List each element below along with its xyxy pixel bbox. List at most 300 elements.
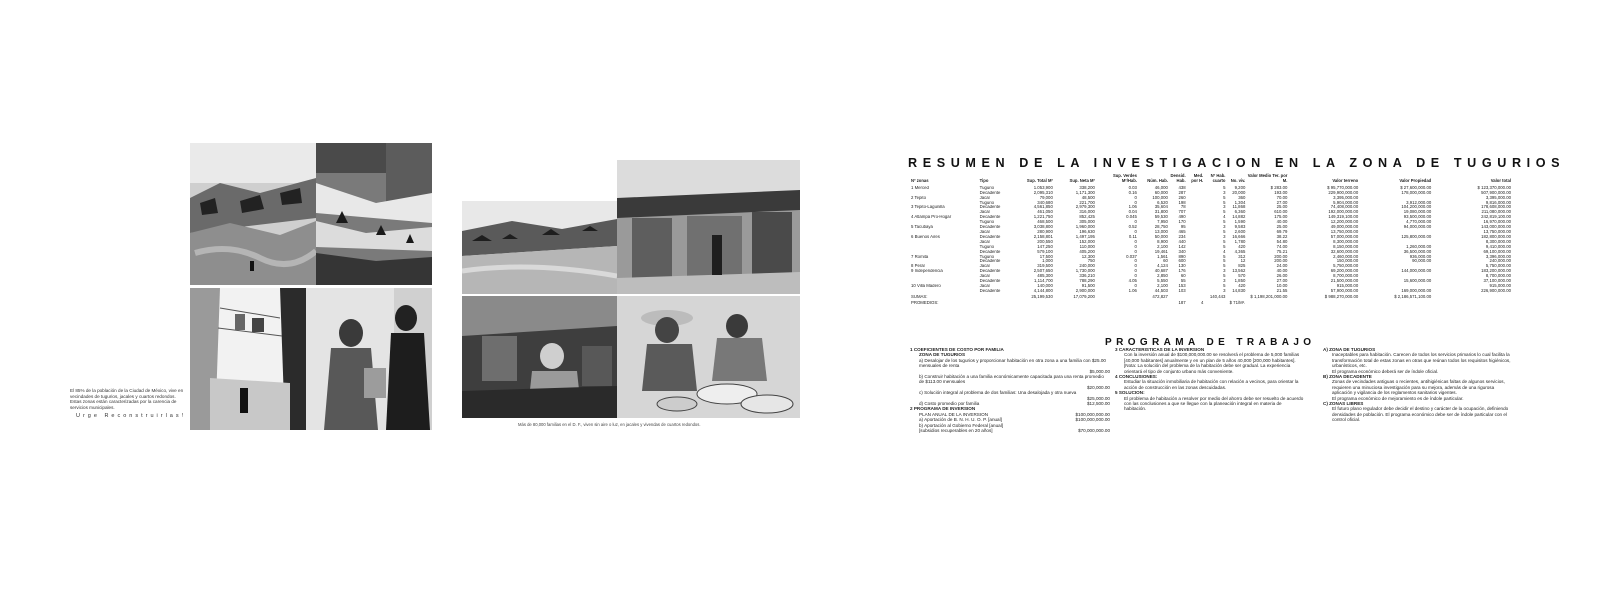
table-cell: 38.22 (1276, 234, 1288, 239)
table-cell: 37,100,000.00 (1483, 279, 1511, 284)
table-cell: 1,960,000 (1075, 225, 1095, 230)
table-cell: 600 (1178, 259, 1186, 264)
resumen-header-cell: Sup. Total M² (1026, 177, 1053, 183)
table-cell: 3 Tepito-Lagunilla (911, 205, 945, 210)
table-cell: 260 (1178, 195, 1186, 200)
table-cell: Tugurio (979, 185, 995, 190)
table-cell: 79,000 (1039, 195, 1053, 200)
table-cell: 9,410,000.00 (1485, 244, 1511, 249)
zona-tugurios-heading: ZONA DE TUGURIOS (919, 352, 966, 358)
table-cell: 4,770,000.00 (1406, 220, 1432, 225)
coef-b: b) Construir habitación a una familia económicamente capacitada para una renta promedio de $113.00 mensuales (919, 374, 1104, 385)
table-cell: 44,503 (1154, 288, 1168, 293)
table-cell: 74,408,000.00 (1330, 205, 1359, 210)
table-cell: 14,882 (1232, 215, 1246, 220)
table-cell: 24.00 (1276, 264, 1288, 269)
table-cell: 340,680 (1037, 200, 1053, 205)
table-cell: 1,000 (1042, 259, 1053, 264)
middle-caption: Más de 80,000 familias en el D. F., viven sin aire o luz, en jacales y vivendas de cuartos redondos. (518, 422, 701, 427)
table-cell: 74.00 (1276, 244, 1288, 249)
table-cell: 5 (1223, 283, 1226, 288)
table-cell: 3,395,000.00 (1485, 195, 1511, 200)
caracteristicas-note: [Nota: La solución del problema de la habitación debe ser gradual. La experiencia orientará el tipo de conjunto urbano más conveniente. (1124, 363, 1291, 374)
table-cell: 2,507,650 (1033, 269, 1053, 274)
left-caption: El 85% de la población de la Ciudad de México, vive en vecindades de tugurios, jacales y cuartos redondos. Estas zonas están caracterizadas por la carencia de servicios municipales. (70, 388, 184, 410)
table-cell: 211,080,000.00 (1481, 210, 1511, 215)
aportacion-b-amount: $70,000,000.00 (1078, 428, 1110, 434)
table-cell: 69,100,000.00 (1483, 249, 1511, 254)
table-cell: 27.00 (1276, 279, 1288, 284)
table-cell: 200.00 (1274, 259, 1288, 264)
programa-inversion-heading: 2 PROGRAMA DE INVERSION (910, 406, 976, 412)
resumen-header-row (910, 174, 1512, 186)
table-cell: 1,114,700 (1034, 279, 1053, 284)
photo-shack-interior (617, 160, 800, 294)
table-cell: 340 (1178, 249, 1186, 254)
table-cell: 176 (1178, 269, 1186, 274)
table-cell: 5 (1223, 239, 1226, 244)
resumen-header-cell: No. viv. (1230, 177, 1246, 183)
table-cell: 440 (1178, 239, 1186, 244)
caracteristicas-heading: 3 CARACTERISTICAS DE LA INVERSION (1115, 347, 1205, 352)
table-cell: 1,561 (1157, 254, 1168, 259)
table-cell: 78 (1180, 205, 1186, 210)
table-cell: 312 (1238, 254, 1246, 259)
table-cell: 7,950 (1157, 220, 1168, 225)
resumen-header-cell: Valor terreno (1332, 177, 1359, 183)
table-cell: 2,095,310 (1033, 190, 1053, 195)
table-cell: 461,050 (1037, 210, 1053, 215)
table-cell: 936,000.00 (1409, 254, 1432, 259)
conclusiones-heading: 4 CONCLUSIONES: (1115, 374, 1158, 380)
solucion-heading: 5 SOLUCION: (1115, 390, 1145, 396)
table-cell: 93,500,000.00 (1403, 215, 1432, 220)
table-cell: 8,300,000.00 (1333, 239, 1359, 244)
table-cell: 3,038,800 (1033, 225, 1053, 230)
table-cell: 69.79 (1276, 229, 1288, 234)
table-cell: Decadente (979, 190, 1001, 195)
table-cell: 57,900,000.00 (1330, 288, 1359, 293)
table-cell: 305,000 (1079, 220, 1095, 225)
table-cell: 140,000 (1037, 283, 1053, 288)
table-cell: 5 (1223, 220, 1226, 225)
table-cell: 0 (1134, 229, 1137, 234)
table-cell: 915,000.00 (1336, 283, 1359, 288)
table-cell: 4,365 (1234, 249, 1246, 254)
table-cell: 1,590 (1234, 220, 1246, 225)
resumen-header-cell: Med. por H. (1191, 173, 1204, 183)
table-cell: 182,800,000.00 (1481, 234, 1511, 239)
table-cell: 75.21 (1276, 249, 1288, 254)
table-cell: 0 (1134, 220, 1137, 225)
table-cell: $ 1,198,201,000.00 (1250, 293, 1288, 299)
table-cell: 27.00 (1276, 200, 1288, 205)
table-cell: 10 Villa Madero (911, 283, 941, 288)
table-cell: Decadente (979, 234, 1001, 239)
coef-c-amount: $25,000.00 (1087, 395, 1110, 401)
table-cell: 26.00 (1276, 274, 1288, 279)
table-cell: 1 Merced (911, 185, 929, 190)
table-cell (1359, 300, 1432, 306)
table-cell: 7 Romita (911, 254, 929, 259)
photo-hillside-settlement (462, 201, 617, 294)
table-cell: Jacal (979, 229, 990, 234)
table-cell: 0 (1134, 244, 1137, 249)
table-cell: 490 (1178, 215, 1186, 220)
programa-column-2 (1115, 347, 1305, 412)
table-cell: 8,700,000.00 (1485, 274, 1511, 279)
table-cell: 4,144,800 (1033, 288, 1053, 293)
table-cell: 5 (1223, 210, 1226, 215)
table-cell: 2,100 (1157, 283, 1168, 288)
table-cell: Tugurio (979, 254, 995, 259)
table-cell: 25.00 (1276, 225, 1288, 230)
table-cell: 240,000.00 (1489, 259, 1511, 264)
table-cell: 0.037 (1126, 254, 1137, 259)
table-cell: $ 95,770,000.00 (1327, 185, 1359, 190)
resumen-header-cell: Nº Hab. cuarto (1210, 173, 1226, 183)
table-cell: 40,687 (1154, 269, 1168, 274)
resumen-title: RESUMEN DE LA INVESTIGACION EN LA ZONA DE TUGURIOS (908, 156, 1566, 170)
table-cell: 3 (1223, 279, 1226, 284)
table-cell: 104,200,000.00 (1401, 205, 1432, 210)
table-cell: 16,666 (1232, 234, 1246, 239)
table-cell: 5 Tacubaya (911, 225, 933, 230)
table-cell: 0 (1134, 259, 1137, 264)
photo-family-scene (462, 296, 617, 418)
resumen-header-cell: Tipo (979, 177, 989, 183)
table-cell: 1,850 (1234, 279, 1246, 284)
table-cell: 40.00 (1276, 269, 1288, 274)
table-cell: 579,100 (1037, 249, 1053, 254)
middle-page (460, 146, 800, 438)
table-cell: 12,200,000.00 (1330, 220, 1359, 225)
table-cell: 125,800,000.00 (1401, 234, 1432, 239)
table-cell: 234 (1178, 234, 1186, 239)
table-cell: 4 Atlampa Pro-Hogar (911, 215, 952, 220)
table-cell: 60,000 (1154, 190, 1168, 195)
table-cell: Jacal (979, 274, 990, 279)
table-cell: 707 (1178, 210, 1186, 215)
table-cell: 60 (1180, 274, 1186, 279)
table-cell: 13,562 (1232, 269, 1246, 274)
table-cell (1432, 300, 1512, 306)
table-cell: 183,200,000.00 (1481, 269, 1511, 274)
table-cell: 5 (1223, 274, 1226, 279)
plan-anual-amount: $100,000,000.00 (1075, 411, 1110, 417)
table-cell: 25.00 (1276, 205, 1288, 210)
table-cell: 170 (1178, 220, 1186, 225)
zonas-libres-text: El futuro plano regulador debe decidir el destino y carácter de la ocupación, definiendo densidades de población. El programa económico debe ser de índole particular con el control oficial. (1332, 406, 1509, 423)
table-cell: 152,000 (1079, 239, 1095, 244)
photo-hillside-shacks (190, 143, 316, 285)
zona-tugurios-label: A) ZONA DE TUGURIOS (1323, 347, 1376, 352)
table-cell: 4,124 (1157, 264, 1168, 269)
table-cell: Decadente (979, 225, 1001, 230)
table-cell: 192,000,000.00 (1328, 210, 1359, 215)
table-cell: 0.045 (1126, 215, 1137, 220)
table-cell: 13,750,000.00 (1330, 229, 1359, 234)
table-cell: 1,780 (1234, 239, 1246, 244)
table-cell: 3 (1223, 205, 1226, 210)
table-cell: 143,000,000.00 (1481, 225, 1511, 230)
table-cell: 0.11 (1128, 234, 1137, 239)
photo-women-cooking (617, 296, 800, 418)
table-cell: Jacal (979, 239, 990, 244)
table-cell: 12 (1240, 259, 1246, 264)
zona-decadente-label: B) ZONA DECADENTE (1323, 374, 1372, 380)
table-cell: 70.00 (1276, 195, 1288, 200)
table-cell: $ 123,370,000.00 (1477, 185, 1511, 190)
table-cell: 915,000.00 (1489, 283, 1511, 288)
table-cell: 3 (1223, 269, 1226, 274)
table-cell: 5,750,000.00 (1485, 264, 1511, 269)
table-cell (1246, 300, 1288, 306)
table-cell: 420 (1238, 283, 1246, 288)
table-cell: 130 (1178, 264, 1186, 269)
coef-a-amount: $5,000.00 (1089, 368, 1110, 374)
table-cell: 50,000 (1154, 234, 1168, 239)
table-cell: 1,730,000 (1075, 269, 1095, 274)
table-cell: 2,100 (1157, 244, 1168, 249)
coef-c: c) Solución integral al problema de dos familias: Una desalojada y otra nueva (919, 390, 1077, 396)
table-cell: 472,827 (1152, 293, 1168, 299)
table-cell: 4,561,850 (1033, 205, 1053, 210)
table-cell: 229,900,000.00 (1328, 190, 1359, 195)
table-cell: 9,816,000.00 (1485, 200, 1511, 205)
coef-a: a) Desalojar de los tugurios y proporcionar habitación en otra zona a una familia con $25.00 mensuales de renta (919, 357, 1106, 369)
table-cell: 3 (1223, 225, 1226, 230)
table-cell: 1.06 (1128, 205, 1137, 210)
table-cell: 3 (1223, 288, 1226, 293)
table-cell: 178,000,000.00 (1401, 190, 1432, 195)
table-cell: 6,360 (1234, 210, 1246, 215)
table-cell: 2,979,300 (1075, 205, 1095, 210)
table-cell: 3,396,000.00 (1485, 254, 1511, 259)
coef-d-amount: $12,500.00 (1087, 401, 1110, 407)
zona-decadente-text-2: El programa económico de mejoramiento es de índole particular. (1332, 395, 1464, 401)
table-cell: 20,000 (1232, 190, 1246, 195)
table-cell: 1,171,300 (1075, 190, 1095, 195)
table-cell: 2,600 (1234, 229, 1246, 234)
table-cell: 94,000,000.00 (1403, 225, 1432, 230)
table-cell: Decadente (979, 269, 1001, 274)
programa-column-3 (1323, 347, 1511, 423)
table-cell: 4 (1223, 249, 1226, 254)
table-cell: 149,319,100.00 (1328, 215, 1359, 220)
table-cell: Tugurio (979, 200, 995, 205)
plan-anual: PLAN ANUAL DE LA INVERSION (919, 411, 989, 417)
table-cell: 13,750,000.00 (1483, 229, 1511, 234)
table-cell: 2,158,801 (1033, 234, 1053, 239)
table-cell: 319,500 (1037, 264, 1053, 269)
resumen-header-cell: Densid. Hab. (1170, 173, 1186, 183)
table-cell (1096, 300, 1138, 306)
resumen-header-cell: Valor total (1490, 177, 1511, 183)
table-cell: 0 (1134, 269, 1137, 274)
table-cell: 5 (1223, 244, 1226, 249)
table-cell: 55 (1180, 279, 1186, 284)
table-cell: 49,000,000.00 (1330, 225, 1359, 230)
table-cell: 0 (1134, 195, 1137, 200)
table-cell (979, 300, 1012, 306)
table-cell: 95 (1180, 225, 1186, 230)
table-cell: 4 (1200, 299, 1204, 305)
table-cell: Decadente (979, 215, 1001, 220)
table-cell: 0.16 (1128, 190, 1137, 195)
table-cell: 5 (1223, 264, 1226, 269)
resumen-header-cell: Valor Propiedad (1399, 177, 1432, 183)
table-cell: 2,850 (1157, 274, 1168, 279)
table-cell (1288, 300, 1359, 306)
table-cell: Jacal (979, 210, 990, 215)
table-cell: 280,900 (1037, 229, 1053, 234)
table-cell: 5 (1223, 259, 1226, 264)
table-cell: 5,550 (1157, 279, 1168, 284)
table-cell: 3 (1223, 190, 1226, 195)
left-signature: Urge Reconstruirlas! (76, 413, 187, 419)
table-cell: 3 (1223, 234, 1226, 239)
table-cell: Jacal (979, 283, 990, 288)
table-cell: 0.03 (1128, 185, 1137, 190)
table-cell: 48,500 (1081, 195, 1095, 200)
table-cell: 5 (1223, 229, 1226, 234)
programa-column-1 (910, 347, 1110, 434)
table-cell: 57,000,000.00 (1330, 234, 1359, 239)
table-cell: 8 Peral (911, 264, 925, 269)
aportacion-b: b) Aportación al Gobierno Federal [anual] (919, 422, 1004, 428)
table-cell: 438 (1178, 185, 1186, 190)
table-cell: 5 (1223, 195, 1226, 200)
table-cell: 0.04 (1128, 210, 1137, 215)
table-cell: 8,700,000.00 (1333, 274, 1359, 279)
table-cell: 15,600,000.00 (1403, 279, 1432, 284)
table-cell (1054, 300, 1096, 306)
table-cell: 3,395,000.00 (1333, 195, 1359, 200)
table-cell: 570 (1238, 274, 1246, 279)
promedios-label: PROMEDIOS: (911, 299, 939, 305)
table-cell: 5 (1223, 254, 1226, 259)
table-cell: 336,210 (1079, 274, 1095, 279)
table-cell: 287 (1178, 190, 1186, 195)
table-cell: 485,300 (1037, 274, 1053, 279)
photo-women-portrait (306, 288, 432, 430)
table-cell: 0 (1134, 200, 1137, 205)
table-cell: 36,500,000.00 (1403, 249, 1432, 254)
zona-tugurios-text: Inaceptables para habitación. Carecen de todos los servicios primarios lo cual facilita la transformación total de estas zonas en otras que reúnan todos los requisitos higiénicos, urbanísticos, etc. (1332, 352, 1511, 369)
table-cell: 405,200 (1079, 249, 1095, 254)
table-cell: 4.05 (1128, 279, 1137, 284)
table-cell: 59,530 (1154, 215, 1168, 220)
table-cell: 144,000,000.00 (1401, 269, 1432, 274)
table-cell: Tugurio (979, 220, 995, 225)
resumen-header-cell: Sup. Neta M² (1069, 177, 1095, 183)
coeficientes-heading: 1 COEFICIENTES DE COSTO POR FAMILIA (910, 347, 1004, 352)
resumen-header-cell: Sup. Verdes M²/Hab. (1112, 173, 1137, 183)
table-cell: 21.55 (1276, 288, 1288, 293)
table-cell: Decadente (979, 279, 1001, 284)
table-cell: 200,550 (1037, 239, 1053, 244)
table-cell: 465 (1178, 229, 1186, 234)
table-cell: 60 (1163, 259, 1168, 264)
table-cell: 178,608,000.00 (1481, 205, 1511, 210)
sumas-label: SUMAS: (911, 293, 928, 299)
table-cell: 9,200 (1234, 185, 1246, 190)
coef-d: d) Costo promedio por familia (919, 401, 980, 407)
table-cell: 1,304 (1234, 200, 1246, 205)
aportacion-a-amount: $100,000,000.00 (1075, 417, 1110, 423)
table-cell: 13,000 (1154, 229, 1168, 234)
table-cell: 4 (1223, 215, 1226, 220)
table-cell: 0 (1134, 264, 1137, 269)
resumen-table (910, 174, 1512, 306)
table-cell: 0 (1134, 283, 1137, 288)
aportacion-b-note: [subsidios recuperables en 20 años] (919, 428, 993, 434)
photo-laundry-alley (190, 288, 306, 430)
table-cell: 0.52 (1128, 225, 1137, 230)
table-cell: 17,079,200 (1073, 293, 1095, 299)
table-cell: 825 (1238, 264, 1246, 269)
table-cell: 142 (1178, 244, 1186, 249)
table-cell: 8,900 (1157, 239, 1168, 244)
table-cell: 221,700 (1079, 200, 1095, 205)
table-cell: 316,000 (1079, 210, 1095, 215)
left-page (58, 140, 431, 445)
table-cell: 360 (1238, 195, 1246, 200)
table-cell: 11,868 (1232, 205, 1246, 210)
table-cell (1204, 300, 1226, 306)
resumen-header-cell: Nº zonas (911, 177, 929, 183)
table-cell: 196,630 (1079, 229, 1095, 234)
table-cell: 100,000 (1152, 195, 1168, 200)
table-cell: 338,200 (1079, 185, 1095, 190)
table-cell: $ 988,270,000.00 (1324, 293, 1359, 299)
table-cell: 91,500 (1081, 283, 1095, 288)
table-cell (1012, 300, 1054, 306)
conclusiones-text: Estudiar la situación inmobiliaria de habitación con relación a vecinos, para orientar la acción de construcción en las zonas descuidadas. (1124, 379, 1299, 390)
table-cell: Jacal (979, 264, 990, 269)
table-cell: 890 (1178, 254, 1186, 259)
table-cell: 35,604 (1154, 205, 1168, 210)
table-cell: 0 (1134, 274, 1137, 279)
table-cell: 169,000,000.00 (1401, 288, 1432, 293)
table-cell: 54.80 (1276, 239, 1288, 244)
table-cell: 21,500,000.00 (1330, 279, 1359, 284)
table-cell: 140,443 (1209, 293, 1226, 299)
table-cell: $ 71/M². (1229, 299, 1246, 305)
photo-market-street (316, 143, 432, 285)
table-cell: 242,819,100.00 (1481, 215, 1511, 220)
table-cell: Decadente (979, 205, 1001, 210)
zonas-libres-label: C) ZONAS LIBRES (1323, 401, 1364, 407)
table-cell: 31,800 (1154, 210, 1168, 215)
caracteristicas-text: Con la inversión anual de $100,000,000.00 se resolverá el problema de 5,000 familias [40,000 habitantes] anualmente y en un plan de 5 años 40,000 [200,000 habitantes]. (1124, 352, 1300, 363)
table-cell: 25,199,530 (1031, 293, 1053, 299)
table-cell: 1,497,195 (1075, 234, 1095, 239)
solucion-text: El problema de habitación a resolver por medio del ahorro debe ser resuelto de acuerdo con las conclusiones a que se llegue con la planeación integral en materia de habitación. (1124, 395, 1304, 412)
table-cell: 1.06 (1128, 288, 1137, 293)
table-cell: $ 283.00 (1270, 185, 1288, 190)
table-cell: 1,260,000.00 (1406, 244, 1432, 249)
table-cell: $ 27,600,000.00 (1400, 185, 1432, 190)
table-cell: 32,600,000.00 (1330, 249, 1359, 254)
table-cell: 10.00 (1276, 283, 1288, 288)
programa-title: PROGRAMA DE TRABAJO (1105, 337, 1316, 348)
table-cell: 90,000.00 (1412, 259, 1432, 264)
table-cell: 6,520 (1157, 200, 1168, 205)
table-cell: 8,300,000.00 (1485, 239, 1511, 244)
table-cell: 8,150,000.00 (1333, 244, 1359, 249)
